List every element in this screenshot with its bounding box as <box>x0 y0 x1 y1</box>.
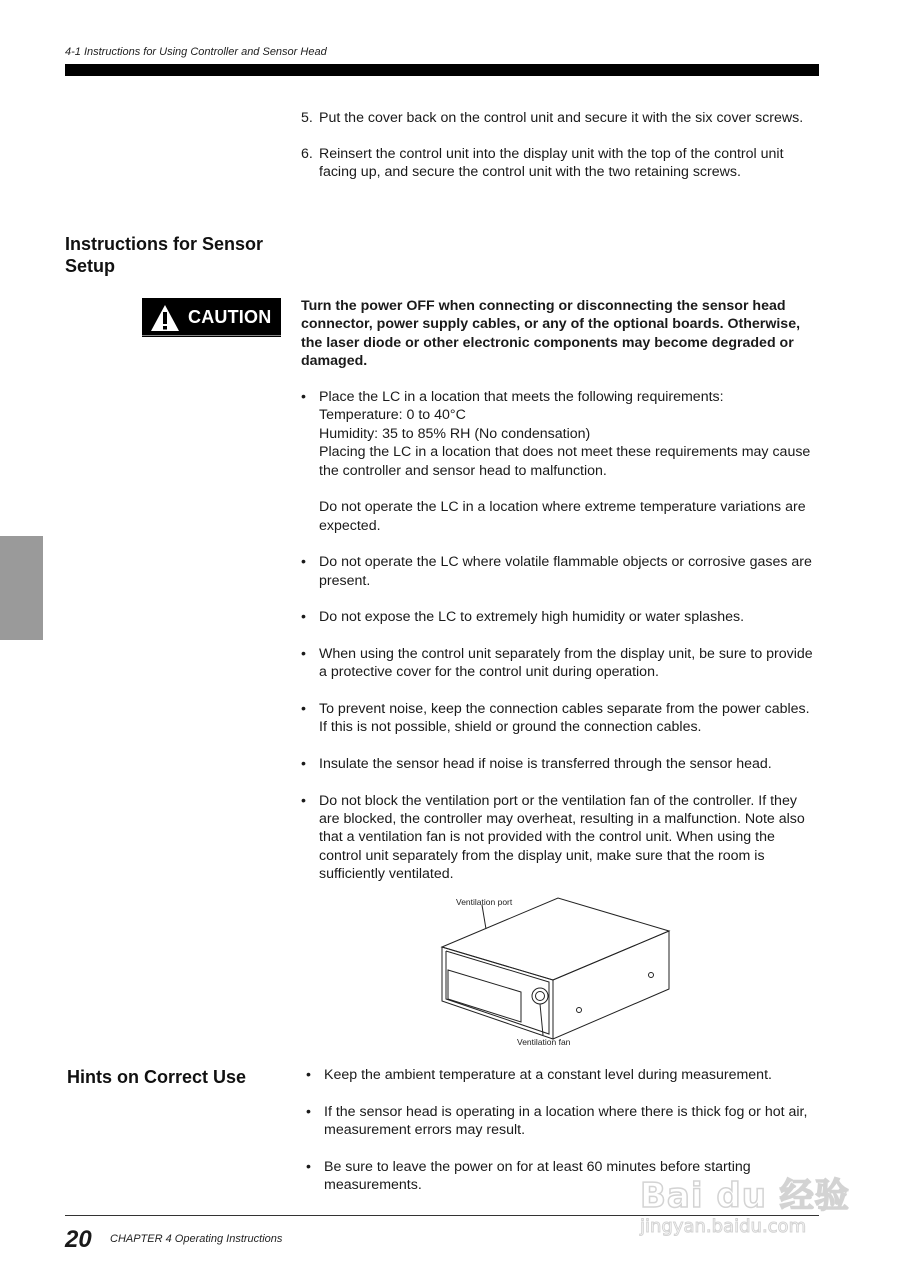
bullet-dot: • <box>306 1158 311 1175</box>
caution-label: CAUTION <box>188 307 272 327</box>
list-item <box>301 645 821 682</box>
list-item-text: When using the control unit separately from the display unit, be sure to provide a protective cover for the control unit during operation. <box>319 646 813 681</box>
header-bar <box>65 64 819 76</box>
list-item <box>301 755 821 773</box>
caution-text: Turn the power OFF when connecting or disconnecting the sensor head connector, power supply cables, or any of the optional boards. Otherwise, the laser diode or other electronic components may become degraded or damaged. <box>301 298 801 370</box>
bullet-dot: • <box>301 792 306 809</box>
list-item-text: Do not operate the LC where volatile flammable objects or corrosive gases are present. <box>319 554 812 589</box>
page-number: 20 <box>65 1226 92 1253</box>
step-item <box>301 109 821 127</box>
list-item-text: Keep the ambient temperature at a constant level during measurement. <box>324 1067 772 1083</box>
chapter-side-tab <box>0 536 43 640</box>
list-item <box>301 388 821 535</box>
step-number: 6. <box>301 146 313 162</box>
bullet-dot: • <box>306 1067 311 1083</box>
bullet-dot: • <box>301 756 306 773</box>
step-text: Reinsert the control unit into the display unit with the top of the control unit facing up, and secure the control unit with the two retaining screws. <box>319 146 784 181</box>
bullet-dot: • <box>306 1103 311 1120</box>
bullet-dot: • <box>301 646 306 663</box>
list-item-text: To prevent noise, keep the connection cables separate from the power cables. If this is not possible, shield or ground the connection cables. <box>319 701 810 736</box>
watermark-url: jingyan.baidu.com <box>640 1216 807 1237</box>
ventilation-port-label: Ventilation port <box>456 897 513 907</box>
list-item-text: Place the LC in a location that meets the following requirements: Temperature: 0 to 40°C Humidity: 35 to 85% RH (No condensation) Placing the LC in a location that does not meet these requirements may cause the controller and sensor head to malfunction. Do not operate the LC in a location where extreme temperature variations are expected. <box>319 389 811 534</box>
section-title-sensor-setup: Instructions for Sensor Setup <box>65 234 264 276</box>
list-item-text: If the sensor head is operating in a location where there is thick fog or hot air, measurement errors may result. <box>324 1103 808 1138</box>
caution-underline <box>142 335 281 336</box>
watermark-brand: Bai du 经验 <box>640 1176 850 1216</box>
list-item <box>306 1103 821 1140</box>
list-item-text: Be sure to leave the power on for at least 60 minutes before starting measurements. <box>324 1158 751 1193</box>
bullet-dot: • <box>301 389 306 405</box>
list-item <box>301 792 821 884</box>
step-text: Put the cover back on the control unit and secure it with the six cover screws. <box>319 110 804 126</box>
setup-bullet-list <box>301 388 821 902</box>
footer-chapter: CHAPTER 4 Operating Instructions <box>110 1233 283 1245</box>
step-item <box>301 145 821 182</box>
list-item <box>301 608 821 626</box>
bullet-dot: • <box>301 554 306 571</box>
caution-badge <box>142 298 281 337</box>
list-item <box>301 553 821 590</box>
warning-icon <box>150 304 180 332</box>
list-item <box>301 700 821 737</box>
list-item-text: Insulate the sensor head if noise is transferred through the sensor head. <box>319 756 772 773</box>
ventilation-fan-label: Ventilation fan <box>517 1037 571 1047</box>
controller-illustration <box>430 893 680 1053</box>
list-item-text: Do not expose the LC to extremely high humidity or water splashes. <box>319 609 745 626</box>
running-header: 4-1 Instructions for Using Controller and Sensor Head <box>65 46 327 58</box>
bullet-dot: • <box>301 609 306 626</box>
section-title-hints: Hints on Correct Use <box>67 1067 247 1087</box>
bullet-dot: • <box>301 701 306 718</box>
list-item-text: Do not block the ventilation port or the ventilation fan of the controller. If they are blocked, the controller may overheat, resulting in a malfunction. Note also that a ventilation fan is not provided with the control unit. When using the control unit separately from the display unit, make sure that the room is sufficiently ventilated. <box>319 792 805 883</box>
list-item <box>306 1066 821 1084</box>
step-number: 5. <box>301 110 313 126</box>
procedure-steps <box>301 109 821 199</box>
baidu-watermark <box>640 1168 860 1248</box>
